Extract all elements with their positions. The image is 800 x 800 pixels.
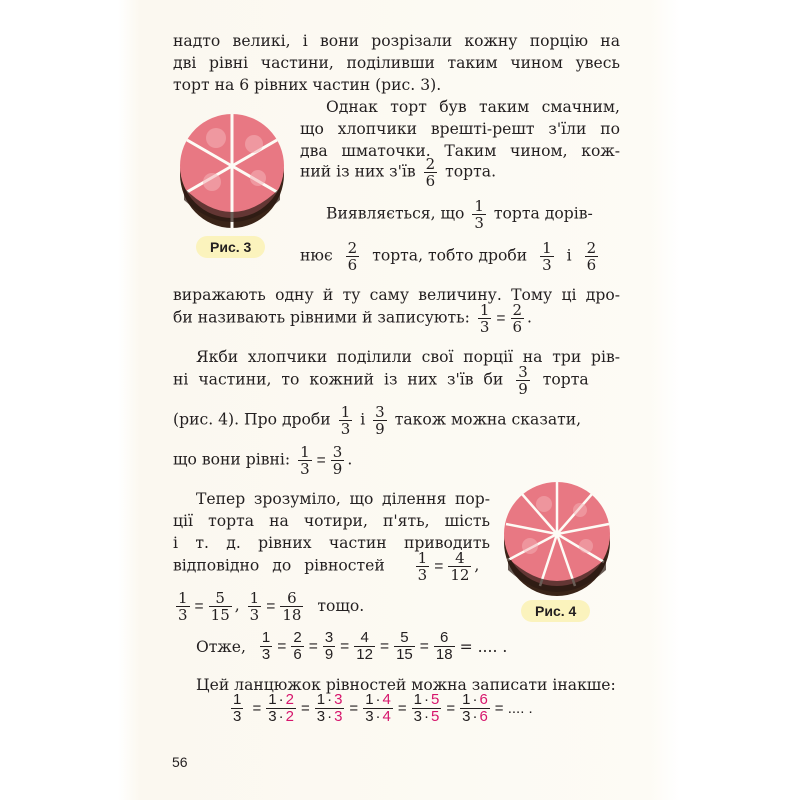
fraction: $\frac{4}{12}$	[356, 629, 373, 663]
text-line: Тепер зрозуміло, що ділення пор-	[196, 490, 490, 508]
equals-sign: =	[446, 700, 456, 717]
cake-figure-4	[500, 476, 614, 600]
text-line: ний із них з'їв $\frac{2}{6}$ торта.	[300, 155, 497, 190]
fraction: $\frac{5}{15}$	[210, 589, 230, 624]
text-line: би називають рівними й записують: $\frac{1}{3}$ = $\frac{2}{6}$ .	[173, 301, 533, 336]
fraction: $\frac{2}{6}$	[512, 301, 523, 336]
product-fraction: $\frac{1 \cdot 6}{3 \cdot 6}$	[462, 691, 488, 725]
fraction: $\frac{3}{9}$	[375, 403, 385, 438]
fraction: $\frac{6}{18}$	[282, 589, 302, 624]
text-line: ції торта на чотири, п'ять, шість	[173, 512, 490, 530]
text-line: торт на 6 рівних частин (рис. 3).	[173, 76, 442, 94]
equals-sign: =	[300, 700, 310, 717]
equals-sign: =	[349, 700, 359, 717]
fraction: $\frac{1}{3}$	[249, 589, 260, 624]
figure-3-caption: Рис. 3	[196, 236, 265, 258]
text-line: що хлопчики врешті-решт з'їли по	[300, 120, 620, 138]
fraction: $\frac{3}{9}$	[324, 629, 334, 663]
text-line: $\frac{1}{3}$ = $\frac{5}{15}$ , $\frac{1}{3}$ = $\frac{6}{18}$ тощо.	[178, 589, 365, 624]
text-line: Якби хлопчики поділили свої порції на три рів-	[196, 348, 620, 366]
ellipsis: = .... .	[494, 700, 533, 717]
figure-4-caption: Рис. 4	[521, 600, 590, 622]
fraction: $\frac{1}{3}$	[300, 443, 310, 478]
fraction: $\frac{1}{3}$	[479, 301, 490, 336]
fraction: $\frac{2}{6}$	[586, 239, 597, 274]
page-number: 56	[172, 754, 188, 770]
fraction: $\frac{5}{15}$	[396, 629, 413, 663]
fraction: $\frac{1}{3}$	[261, 629, 271, 663]
equals-sign: =	[308, 637, 318, 655]
fraction: $\frac{6}{18}$	[435, 629, 453, 663]
cake-figure-3	[176, 108, 288, 232]
text-line: Цей ланцюжок рівностей можна записати інакше:	[196, 676, 616, 694]
text-line: Виявляється, що $\frac{1}{3}$ торта дорів-	[326, 197, 593, 232]
fraction: $\frac{3}{9}$	[332, 443, 343, 478]
equals-sign: =	[277, 637, 287, 655]
equals-sign: =	[379, 637, 390, 655]
equals-sign: =	[252, 700, 262, 717]
text-line: ні частини, то кожний із них з'їв би $\frac{3}{9}$ торта	[173, 363, 589, 398]
fraction: $\frac{2}{6}$	[293, 629, 302, 663]
text-line: що вони рівні: $\frac{1}{3}$ = $\frac{3}{9}$ .	[173, 443, 353, 478]
fraction: $\frac{1}{3}$	[233, 691, 242, 725]
fraction: $\frac{2}{6}$	[347, 239, 358, 274]
text-line: дві рівні частини, поділивши таким чином увесь	[173, 54, 620, 72]
product-fraction: $\frac{1 \cdot 3}{3 \cdot 3}$	[316, 691, 343, 725]
text-line: Однак торт був таким смачним,	[326, 98, 620, 116]
ellipsis: = .... .	[459, 637, 508, 656]
fraction: $\frac{1}{3}$	[542, 239, 552, 274]
equals-sign: =	[419, 637, 429, 655]
fraction: $\frac{3}{9}$	[518, 363, 528, 398]
product-chain	[228, 692, 533, 725]
text-line: (рис. 4). Про дроби $\frac{1}{3}$ і $\frac{3}{9}$ також можна сказати,	[173, 403, 582, 438]
fraction: $\frac{1}{3}$	[340, 403, 351, 438]
fraction: $\frac{1}{3}$	[417, 549, 428, 584]
text-line: два шматочки. Таким чином, кож-	[300, 142, 620, 160]
text-line: відповідно до рівностей $\frac{1}{3}$ = $\frac{4}{12}$ ,	[173, 549, 480, 584]
text-line: нює $\frac{2}{6}$ торта, тобто дроби $\frac{1}{3}$ і $\frac{2}{6}$	[300, 239, 597, 274]
equality-chain: Отже, $\frac{1}{3}$ = $\frac{2}{6}$ = $\frac{3}{9}$ = $\frac{4}{12}$ = $\frac{5}{15}$ = $\frac{6}{18}$ = .... .	[196, 629, 508, 663]
text-line: виражають одну й ту саму величину. Тому ці дро-	[173, 286, 620, 304]
product-fraction: $\frac{1 \cdot 2}{3 \cdot 2}$	[268, 691, 294, 725]
fraction: $\frac{1}{3}$	[474, 197, 484, 232]
text-line: і т. д. рівних частин приводить	[173, 534, 490, 552]
equals-sign: =	[340, 637, 350, 655]
equals-sign: =	[397, 700, 407, 717]
product-fraction: $\frac{1 \cdot 5}{3 \cdot 5}$	[413, 691, 440, 725]
fraction: $\frac{4}{12}$	[450, 549, 470, 584]
product-fraction: $\frac{1 \cdot 4}{3 \cdot 4}$	[365, 691, 391, 725]
fraction: $\frac{2}{6}$	[425, 155, 436, 190]
text-line: надто великі, і вони розрізали кожну порцію на	[173, 32, 620, 50]
fraction: $\frac{1}{3}$	[178, 589, 188, 624]
